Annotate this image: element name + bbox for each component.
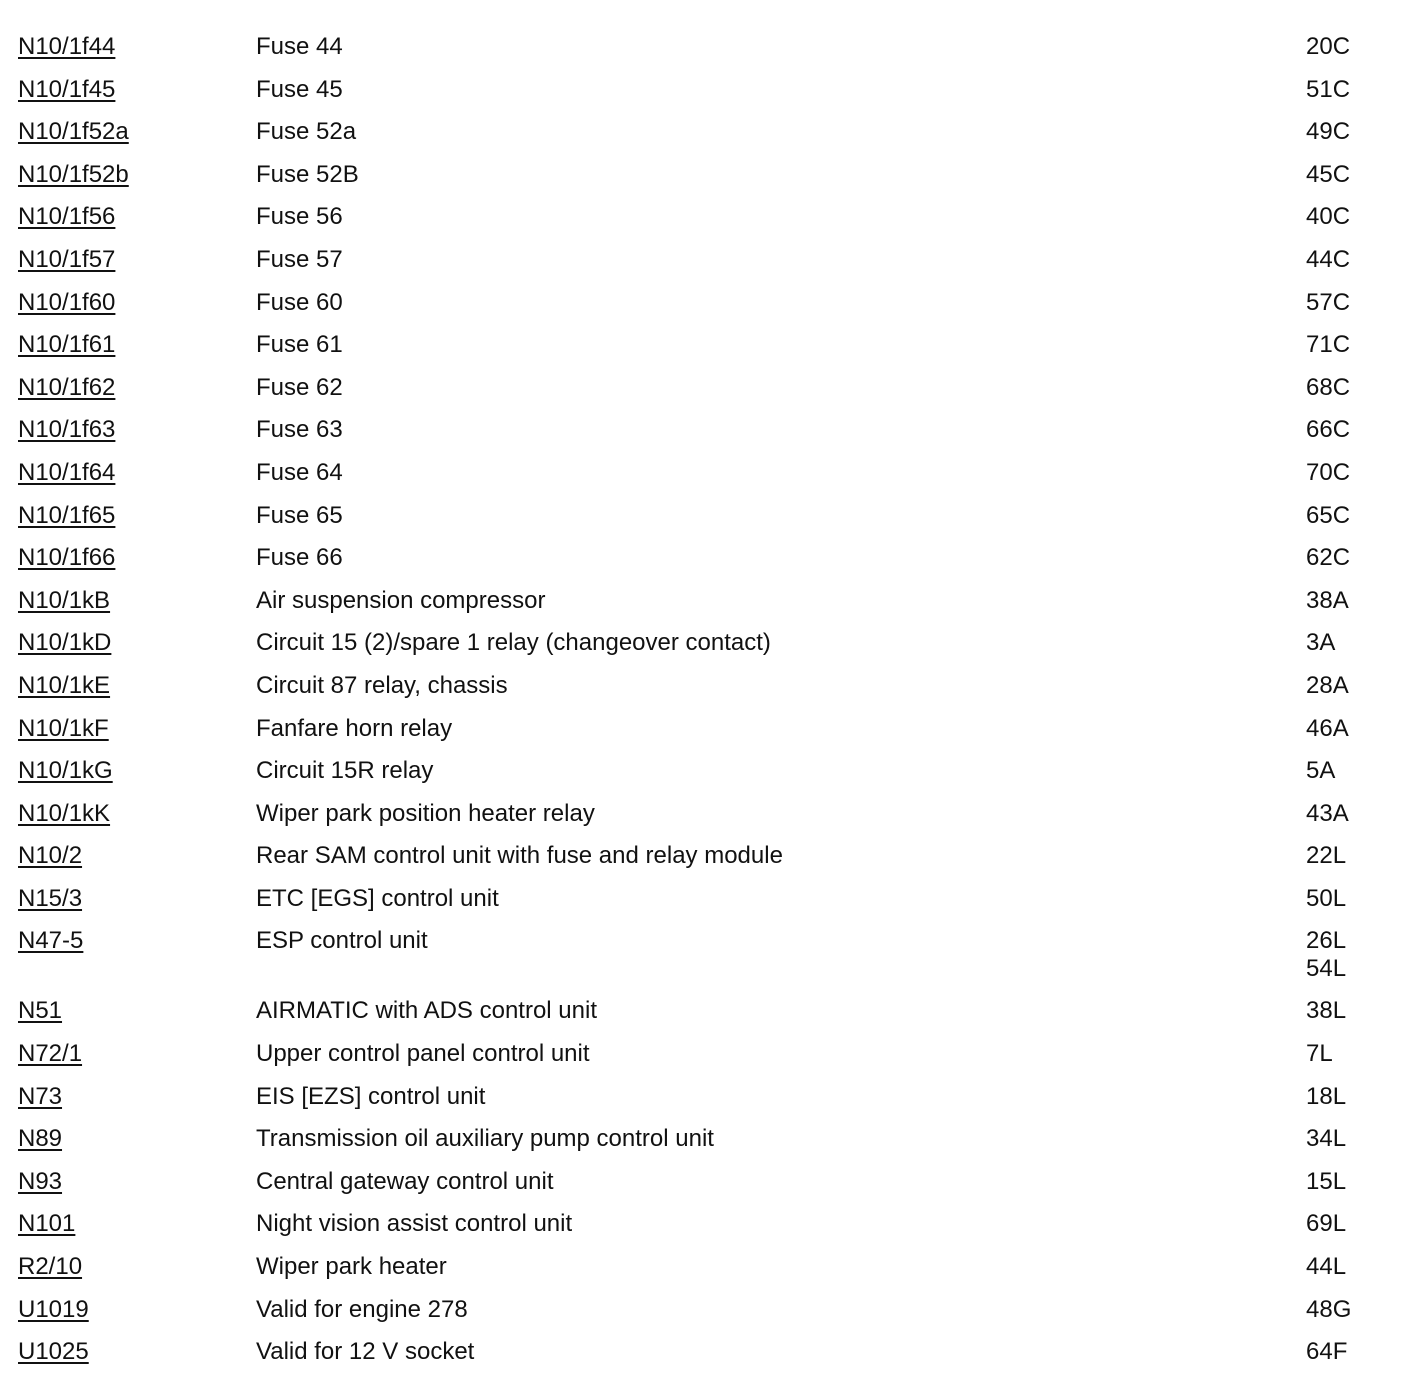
grid-location-value: 5A bbox=[1306, 757, 1336, 785]
legend-row bbox=[18, 1120, 1398, 1163]
grid-location-value: 66C bbox=[1306, 416, 1351, 444]
component-description: Fuse 57 bbox=[256, 245, 343, 273]
legend-row bbox=[18, 667, 1398, 710]
grid-location bbox=[1306, 369, 1398, 402]
grid-location-value: 54L bbox=[1306, 955, 1347, 983]
legend-row bbox=[18, 454, 1398, 497]
component-code-link[interactable]: N47-5 bbox=[18, 927, 84, 955]
grid-location-value: 68C bbox=[1306, 373, 1351, 401]
grid-location-value: 46A bbox=[1306, 714, 1349, 742]
component-description: ETC [EGS] control unit bbox=[256, 884, 499, 912]
grid-location bbox=[1306, 241, 1398, 274]
grid-location bbox=[1306, 624, 1398, 657]
component-description: ESP control unit bbox=[256, 927, 428, 955]
grid-location bbox=[1306, 1078, 1398, 1111]
grid-location bbox=[1306, 880, 1398, 913]
component-code-link[interactable]: N10/1f64 bbox=[18, 458, 116, 486]
component-description: Fuse 52B bbox=[256, 160, 359, 188]
grid-location-value: 44C bbox=[1306, 245, 1351, 273]
legend-row bbox=[18, 837, 1398, 880]
grid-location bbox=[1306, 1120, 1398, 1153]
legend-row bbox=[18, 795, 1398, 838]
grid-location-value: 70C bbox=[1306, 458, 1351, 486]
component-description: Wiper park heater bbox=[256, 1253, 447, 1281]
component-code-link[interactable]: N10/1f60 bbox=[18, 288, 116, 316]
component-code-link[interactable]: N73 bbox=[18, 1082, 63, 1110]
grid-location bbox=[1306, 1333, 1398, 1366]
legend-row bbox=[18, 326, 1398, 369]
legend-row bbox=[18, 1291, 1398, 1334]
grid-location bbox=[1306, 454, 1398, 487]
grid-location bbox=[1306, 837, 1398, 870]
component-description: Fuse 60 bbox=[256, 288, 343, 316]
grid-location bbox=[1306, 28, 1398, 61]
component-code-link[interactable]: N10/1f52a bbox=[18, 118, 129, 146]
legend-row bbox=[18, 28, 1398, 71]
grid-location-value: 22L bbox=[1306, 842, 1347, 870]
legend-row bbox=[18, 411, 1398, 454]
grid-location-value: 50L bbox=[1306, 884, 1347, 912]
component-code-link[interactable]: N15/3 bbox=[18, 884, 83, 912]
component-code-link[interactable]: N10/1f63 bbox=[18, 416, 116, 444]
grid-location bbox=[1306, 113, 1398, 146]
legend-row bbox=[18, 582, 1398, 625]
grid-location-value: 49C bbox=[1306, 118, 1351, 146]
component-description: Valid for engine 278 bbox=[256, 1295, 468, 1323]
grid-location bbox=[1306, 497, 1398, 530]
component-code-link[interactable]: N10/1f44 bbox=[18, 33, 116, 60]
component-code-link[interactable]: N10/1f65 bbox=[18, 501, 116, 529]
grid-location-value: 38A bbox=[1306, 586, 1349, 614]
legend-row bbox=[18, 1163, 1398, 1206]
legend-row bbox=[18, 1248, 1398, 1291]
component-code-link[interactable]: N89 bbox=[18, 1125, 63, 1153]
grid-location bbox=[1306, 1248, 1398, 1281]
grid-location-value: 62C bbox=[1306, 544, 1351, 572]
component-code-link[interactable]: N72/1 bbox=[18, 1040, 83, 1068]
legend-row bbox=[18, 241, 1398, 284]
component-code-link[interactable]: U1019 bbox=[18, 1295, 89, 1323]
grid-location-value: 38L bbox=[1306, 997, 1347, 1025]
grid-location-value: 20C bbox=[1306, 33, 1351, 60]
component-code-link[interactable]: N10/1f57 bbox=[18, 245, 116, 273]
legend-row bbox=[18, 880, 1398, 923]
component-description: Fuse 64 bbox=[256, 458, 343, 486]
grid-location-value: 7L bbox=[1306, 1040, 1333, 1068]
grid-location bbox=[1306, 710, 1398, 743]
legend-row bbox=[18, 71, 1398, 114]
component-description: Wiper park position heater relay bbox=[256, 799, 595, 827]
legend-row bbox=[18, 1333, 1398, 1376]
grid-location-value: 40C bbox=[1306, 203, 1351, 231]
component-description: Fuse 65 bbox=[256, 501, 343, 529]
legend-row bbox=[18, 1035, 1398, 1078]
grid-location-value: 71C bbox=[1306, 331, 1351, 359]
component-code-link[interactable]: U1025 bbox=[18, 1338, 89, 1366]
legend-row bbox=[18, 539, 1398, 582]
component-code-link[interactable]: N10/1f45 bbox=[18, 75, 116, 103]
component-description: Rear SAM control unit with fuse and relay module bbox=[256, 842, 783, 870]
legend-row bbox=[18, 284, 1398, 327]
grid-location-value: 26L bbox=[1306, 927, 1347, 955]
component-description: Fuse 61 bbox=[256, 331, 343, 359]
grid-location bbox=[1306, 922, 1398, 983]
grid-location bbox=[1306, 992, 1398, 1025]
component-description: Air suspension compressor bbox=[256, 586, 546, 614]
grid-location bbox=[1306, 284, 1398, 317]
grid-location bbox=[1306, 795, 1398, 828]
component-code-link[interactable]: N10/1kD bbox=[18, 629, 112, 657]
legend-row bbox=[18, 710, 1398, 753]
grid-location-value: 15L bbox=[1306, 1167, 1347, 1195]
component-code-link[interactable]: N10/1kB bbox=[18, 586, 111, 614]
grid-location bbox=[1306, 1291, 1398, 1324]
grid-location-value: 28A bbox=[1306, 671, 1349, 699]
grid-location-value: 51C bbox=[1306, 75, 1351, 103]
component-code-link[interactable]: N10/1f52b bbox=[18, 160, 129, 188]
grid-location-value: 64F bbox=[1306, 1338, 1348, 1366]
component-description: Fuse 44 bbox=[256, 33, 343, 60]
grid-location-value: 69L bbox=[1306, 1210, 1347, 1238]
legend-row bbox=[18, 369, 1398, 412]
grid-location-value: 43A bbox=[1306, 799, 1349, 827]
component-code-link[interactable]: N10/1f56 bbox=[18, 203, 116, 231]
component-code-link[interactable]: N10/1f62 bbox=[18, 373, 116, 401]
legend-row bbox=[18, 752, 1398, 795]
legend-row bbox=[18, 1078, 1398, 1121]
component-description: Night vision assist control unit bbox=[256, 1210, 573, 1238]
grid-location-value: 3A bbox=[1306, 629, 1336, 657]
grid-location bbox=[1306, 326, 1398, 359]
component-code-link[interactable]: R2/10 bbox=[18, 1253, 83, 1281]
component-description: Fuse 45 bbox=[256, 75, 343, 103]
legend-row bbox=[18, 922, 1398, 992]
component-description: Fuse 62 bbox=[256, 373, 343, 401]
component-legend-table bbox=[18, 28, 1398, 1376]
grid-location bbox=[1306, 752, 1398, 785]
grid-location-value: 57C bbox=[1306, 288, 1351, 316]
component-description: Fuse 66 bbox=[256, 544, 343, 572]
component-description: Fuse 56 bbox=[256, 203, 343, 231]
component-description: Upper control panel control unit bbox=[256, 1040, 590, 1068]
grid-location-value: 34L bbox=[1306, 1125, 1347, 1153]
component-description: EIS [EZS] control unit bbox=[256, 1082, 486, 1110]
grid-location bbox=[1306, 411, 1398, 444]
grid-location bbox=[1306, 539, 1398, 572]
component-code-link[interactable]: N10/1kK bbox=[18, 799, 111, 827]
grid-location bbox=[1306, 667, 1398, 700]
legend-row bbox=[18, 1205, 1398, 1248]
grid-location bbox=[1306, 1035, 1398, 1068]
legend-row bbox=[18, 992, 1398, 1035]
legend-row bbox=[18, 156, 1398, 199]
component-code-link[interactable]: N10/1kG bbox=[18, 757, 113, 785]
grid-location bbox=[1306, 1163, 1398, 1196]
legend-row bbox=[18, 497, 1398, 540]
grid-location-value: 65C bbox=[1306, 501, 1351, 529]
grid-location bbox=[1306, 198, 1398, 231]
grid-location bbox=[1306, 582, 1398, 615]
component-description: Circuit 15 (2)/spare 1 relay (changeover contact) bbox=[256, 629, 771, 657]
component-description: Circuit 15R relay bbox=[256, 757, 434, 785]
component-description: Circuit 87 relay, chassis bbox=[256, 671, 508, 699]
component-description: AIRMATIC with ADS control unit bbox=[256, 997, 597, 1025]
grid-location bbox=[1306, 156, 1398, 189]
grid-location bbox=[1306, 71, 1398, 104]
grid-location bbox=[1306, 1205, 1398, 1238]
legend-row bbox=[18, 198, 1398, 241]
component-code-link[interactable]: N10/1kE bbox=[18, 671, 111, 699]
component-description: Fanfare horn relay bbox=[256, 714, 453, 742]
grid-location-value: 45C bbox=[1306, 160, 1351, 188]
grid-location-value: 44L bbox=[1306, 1253, 1347, 1281]
legend-row bbox=[18, 113, 1398, 156]
component-code-link[interactable]: N93 bbox=[18, 1167, 63, 1195]
component-description: Valid for 12 V socket bbox=[256, 1338, 475, 1366]
legend-row bbox=[18, 624, 1398, 667]
component-code-link[interactable]: N101 bbox=[18, 1210, 76, 1238]
component-description: Fuse 63 bbox=[256, 416, 343, 444]
grid-location-value: 48G bbox=[1306, 1295, 1352, 1323]
component-description: Transmission oil auxiliary pump control unit bbox=[256, 1125, 714, 1153]
component-code-link[interactable]: N51 bbox=[18, 997, 63, 1025]
component-code-link[interactable]: N10/1f66 bbox=[18, 544, 116, 572]
component-description: Fuse 52a bbox=[256, 118, 357, 146]
grid-location-value: 18L bbox=[1306, 1082, 1347, 1110]
component-code-link[interactable]: N10/1f61 bbox=[18, 331, 116, 359]
component-code-link[interactable]: N10/1kF bbox=[18, 714, 109, 742]
component-code-link[interactable]: N10/2 bbox=[18, 842, 83, 870]
component-description: Central gateway control unit bbox=[256, 1167, 554, 1195]
